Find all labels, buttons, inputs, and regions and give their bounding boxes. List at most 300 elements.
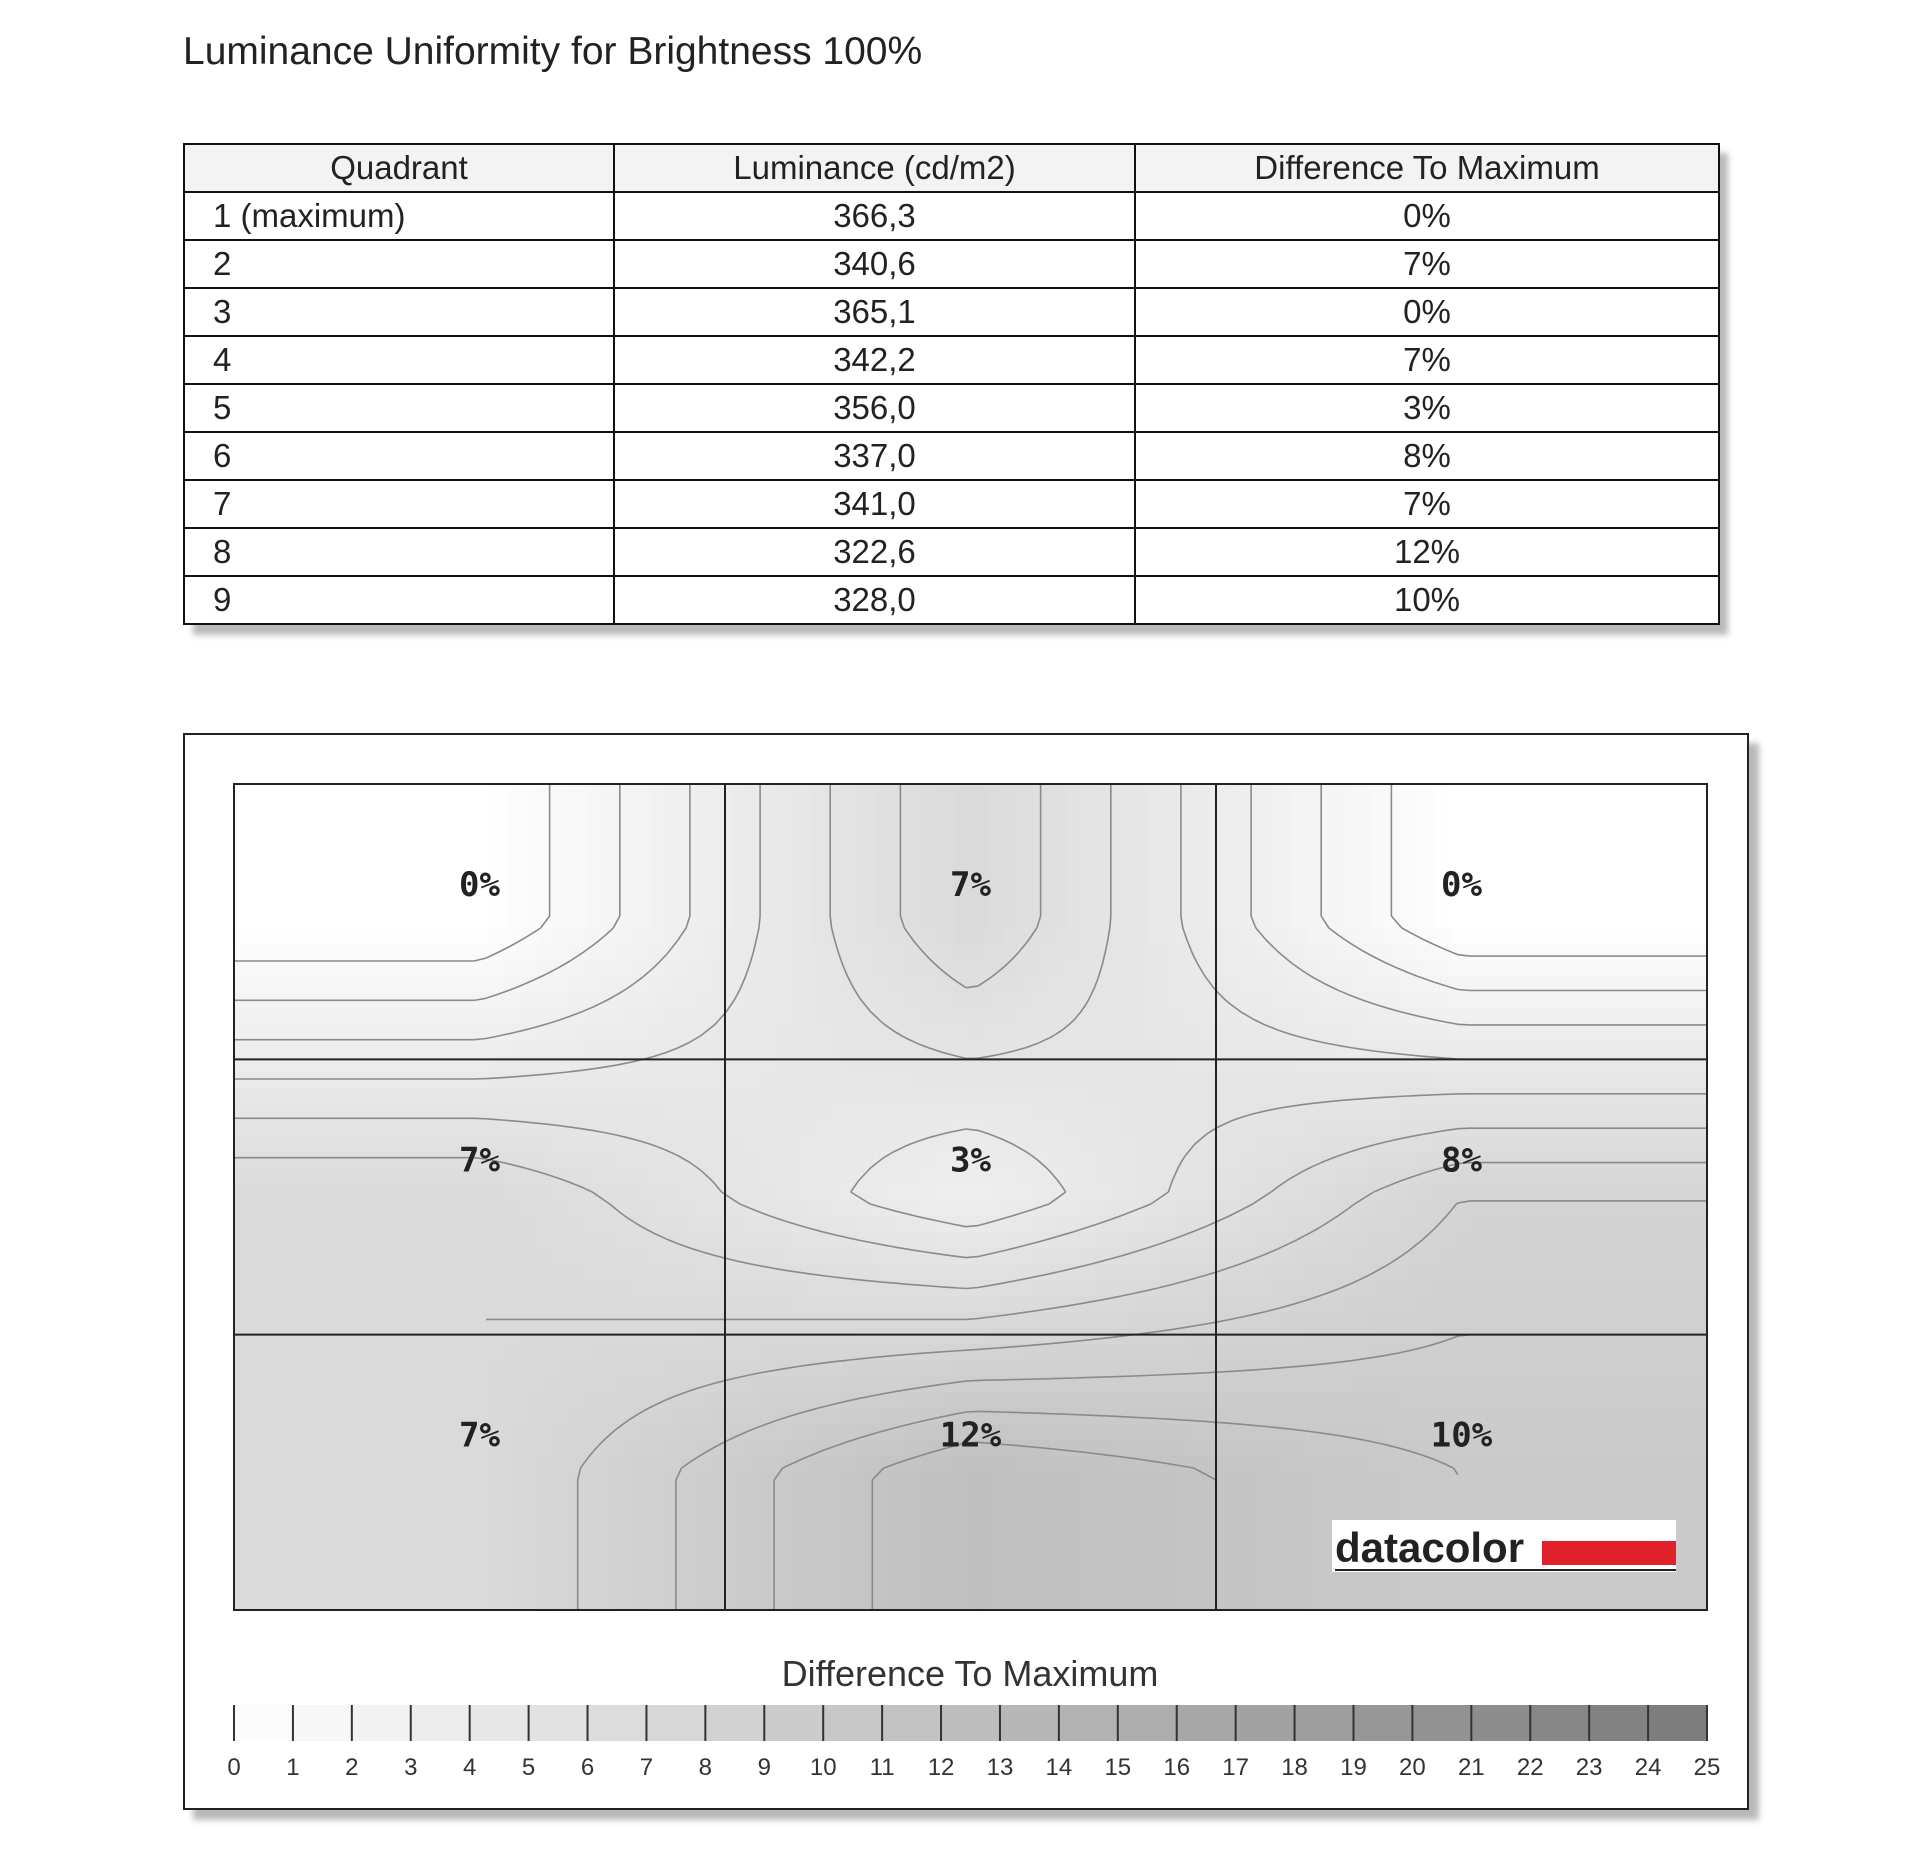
heatmap-pixel (1146, 960, 1163, 977)
heatmap-pixel (1082, 896, 1099, 913)
heatmap-pixel (1642, 800, 1659, 817)
heatmap-pixel (1706, 1392, 1723, 1409)
heatmap-pixel (1322, 1584, 1339, 1601)
heatmap-pixel (1626, 880, 1643, 897)
heatmap-pixel (394, 1520, 411, 1537)
heatmap-pixel (250, 896, 267, 913)
heatmap-pixel (1482, 960, 1499, 977)
heatmap-pixel (922, 1488, 939, 1505)
heatmap-pixel (1242, 1216, 1259, 1233)
heatmap-pixel (1578, 1008, 1595, 1025)
heatmap-pixel (1626, 848, 1643, 865)
heatmap-pixel (394, 1504, 411, 1521)
heatmap-pixel (922, 1008, 939, 1025)
heatmap-pixel (826, 1584, 843, 1601)
heatmap-pixel (538, 1552, 555, 1569)
heatmap-pixel (250, 816, 267, 833)
heatmap-pixel (506, 1584, 523, 1601)
heatmap-pixel (458, 1552, 475, 1569)
heatmap-pixel (410, 1344, 427, 1361)
heatmap-pixel (1578, 784, 1595, 801)
heatmap-pixel (1578, 1216, 1595, 1233)
heatmap-pixel (1178, 1376, 1195, 1393)
heatmap-pixel (1642, 784, 1659, 801)
heatmap-pixel (250, 1024, 267, 1041)
heatmap-pixel (1226, 1248, 1243, 1265)
heatmap-pixel (858, 1104, 875, 1121)
heatmap-pixel (282, 1584, 299, 1601)
heatmap-pixel (922, 1168, 939, 1185)
heatmap-pixel (1194, 1360, 1211, 1377)
heatmap-pixel (1482, 1344, 1499, 1361)
heatmap-pixel (474, 1232, 491, 1249)
heatmap-pixel (906, 1168, 923, 1185)
heatmap-pixel (570, 784, 587, 801)
heatmap-pixel (410, 944, 427, 961)
heatmap-pixel (1658, 1344, 1675, 1361)
heatmap-pixel (1290, 1136, 1307, 1153)
heatmap-pixel (394, 976, 411, 993)
heatmap-pixel (1290, 928, 1307, 945)
heatmap-pixel (1114, 1344, 1131, 1361)
heatmap-pixel (506, 960, 523, 977)
heatmap-pixel (1322, 1264, 1339, 1281)
cell-value-label: 10% (1430, 1415, 1493, 1456)
heatmap-pixel (794, 1104, 811, 1121)
heatmap-pixel (842, 1344, 859, 1361)
heatmap-pixel (1626, 1504, 1643, 1521)
heatmap-pixel (234, 1184, 251, 1201)
heatmap-pixel (586, 1504, 603, 1521)
table-row (184, 576, 1719, 624)
heatmap-pixel (714, 1344, 731, 1361)
heatmap-pixel (250, 1168, 267, 1185)
heatmap-pixel (1162, 1280, 1179, 1297)
heatmap-pixel (586, 1584, 603, 1601)
heatmap-pixel (538, 784, 555, 801)
heatmap-pixel (778, 1120, 795, 1137)
heatmap-pixel (362, 1280, 379, 1297)
heatmap-pixel (394, 1472, 411, 1489)
heatmap-pixel (698, 1456, 715, 1473)
heatmap-pixel (522, 1424, 539, 1441)
heatmap-pixel (1482, 848, 1499, 865)
heatmap-pixel (1642, 1424, 1659, 1441)
heatmap-pixel (890, 1504, 907, 1521)
heatmap-pixel (1466, 1184, 1483, 1201)
heatmap-pixel (1610, 1392, 1627, 1409)
heatmap-pixel (442, 816, 459, 833)
heatmap-pixel (762, 1232, 779, 1249)
heatmap-pixel (650, 1440, 667, 1457)
heatmap-pixel (410, 1328, 427, 1345)
heatmap-pixel (1674, 1184, 1691, 1201)
heatmap-pixel (1034, 816, 1051, 833)
heatmap-pixel (1130, 912, 1147, 929)
heatmap-pixel (1546, 1168, 1563, 1185)
heatmap-pixel (1610, 1600, 1627, 1617)
heatmap-pixel (1578, 1456, 1595, 1473)
heatmap-pixel (906, 1072, 923, 1089)
heatmap-pixel (1658, 1088, 1675, 1105)
heatmap-pixel (1610, 1040, 1627, 1057)
colorbar-segment (352, 1705, 411, 1741)
heatmap-pixel (826, 1312, 843, 1329)
heatmap-pixel (1562, 1104, 1579, 1121)
heatmap-pixel (1402, 1216, 1419, 1233)
heatmap-pixel (330, 1216, 347, 1233)
heatmap-pixel (858, 1312, 875, 1329)
heatmap-pixel (1386, 880, 1403, 897)
heatmap-pixel (970, 1312, 987, 1329)
heatmap-pixel (1482, 1392, 1499, 1409)
heatmap-pixel (1402, 800, 1419, 817)
heatmap-pixel (314, 1008, 331, 1025)
heatmap-pixel (1034, 1328, 1051, 1345)
heatmap-pixel (1322, 1408, 1339, 1425)
heatmap-pixel (650, 880, 667, 897)
heatmap-pixel (314, 1232, 331, 1249)
heatmap-pixel (698, 944, 715, 961)
heatmap-pixel (1066, 1472, 1083, 1489)
heatmap-pixel (1034, 1136, 1051, 1153)
difference-cell: 7% (1135, 480, 1719, 528)
heatmap-pixel (538, 1568, 555, 1585)
heatmap-pixel (618, 1376, 635, 1393)
heatmap-pixel (1194, 1072, 1211, 1089)
heatmap-pixel (1706, 992, 1723, 1009)
heatmap-pixel (378, 1296, 395, 1313)
heatmap-pixel (762, 1392, 779, 1409)
heatmap-pixel (682, 1072, 699, 1089)
heatmap-pixel (906, 1504, 923, 1521)
colorbar-tick-label: 25 (1693, 1754, 1721, 1781)
heatmap-pixel (1594, 928, 1611, 945)
heatmap-pixel (1642, 1264, 1659, 1281)
heatmap-pixel (1242, 1344, 1259, 1361)
heatmap-pixel (1674, 1152, 1691, 1169)
heatmap-pixel (1498, 1424, 1515, 1441)
heatmap-pixel (1610, 1232, 1627, 1249)
heatmap-pixel (362, 1312, 379, 1329)
heatmap-pixel (682, 1552, 699, 1569)
heatmap-pixel (1674, 1136, 1691, 1153)
heatmap-pixel (1658, 1408, 1675, 1425)
heatmap-pixel (954, 1568, 971, 1585)
heatmap-pixel (1098, 1520, 1115, 1537)
heatmap-pixel (266, 1424, 283, 1441)
heatmap-pixel (1562, 832, 1579, 849)
heatmap-pixel (1162, 1472, 1179, 1489)
heatmap-pixel (490, 1200, 507, 1217)
heatmap-pixel (730, 1456, 747, 1473)
heatmap-pixel (1050, 1072, 1067, 1089)
heatmap-pixel (1338, 1600, 1355, 1617)
heatmap-pixel (1178, 1600, 1195, 1617)
heatmap-pixel (394, 1344, 411, 1361)
difference-cell: 7% (1135, 336, 1719, 384)
heatmap-pixel (362, 976, 379, 993)
heatmap-pixel (1610, 1440, 1627, 1457)
heatmap-pixel (1226, 1600, 1243, 1617)
heatmap-pixel (458, 1232, 475, 1249)
heatmap-pixel (234, 1392, 251, 1409)
heatmap-pixel (1258, 1120, 1275, 1137)
heatmap-pixel (1706, 1072, 1723, 1089)
heatmap-pixel (858, 848, 875, 865)
heatmap-pixel (698, 1536, 715, 1553)
heatmap-pixel (266, 1024, 283, 1041)
heatmap-pixel (1450, 816, 1467, 833)
heatmap-pixel (1242, 1184, 1259, 1201)
heatmap-pixel (826, 1472, 843, 1489)
heatmap-pixel (1146, 1552, 1163, 1569)
heatmap-pixel (1210, 1120, 1227, 1137)
heatmap-pixel (746, 1488, 763, 1505)
difference-cell: 8% (1135, 432, 1719, 480)
heatmap-pixel (1162, 880, 1179, 897)
heatmap-pixel (1354, 1584, 1371, 1601)
heatmap-pixel (842, 1216, 859, 1233)
heatmap-pixel (906, 1536, 923, 1553)
heatmap-pixel (1498, 1264, 1515, 1281)
heatmap-pixel (442, 1216, 459, 1233)
heatmap-pixel (1658, 1472, 1675, 1489)
heatmap-pixel (874, 1600, 891, 1617)
heatmap-pixel (826, 1200, 843, 1217)
heatmap-pixel (986, 1360, 1003, 1377)
heatmap-pixel (1146, 1024, 1163, 1041)
heatmap-pixel (250, 1392, 267, 1409)
heatmap-pixel (1258, 912, 1275, 929)
heatmap-pixel (1434, 1184, 1451, 1201)
heatmap-pixel (570, 1328, 587, 1345)
heatmap-pixel (1690, 1280, 1707, 1297)
heatmap-pixel (266, 1136, 283, 1153)
heatmap-pixel (1050, 896, 1067, 913)
heatmap-pixel (298, 912, 315, 929)
heatmap-pixel (1706, 1184, 1723, 1201)
heatmap-pixel (1658, 1184, 1675, 1201)
heatmap-pixel (522, 1040, 539, 1057)
heatmap-pixel (250, 1488, 267, 1505)
heatmap-pixel (746, 1536, 763, 1553)
heatmap-pixel (346, 1200, 363, 1217)
heatmap-pixel (1706, 1040, 1723, 1057)
heatmap-pixel (1066, 992, 1083, 1009)
heatmap-pixel (890, 1152, 907, 1169)
heatmap-pixel (378, 944, 395, 961)
heatmap-pixel (1018, 1072, 1035, 1089)
heatmap-pixel (474, 1248, 491, 1265)
heatmap-pixel (378, 960, 395, 977)
heatmap-pixel (1530, 928, 1547, 945)
heatmap-pixel (458, 848, 475, 865)
colorbar-segment (1471, 1705, 1530, 1741)
heatmap-pixel (922, 864, 939, 881)
heatmap-pixel (1642, 1216, 1659, 1233)
heatmap-pixel (1178, 1168, 1195, 1185)
heatmap-pixel (938, 1472, 955, 1489)
heatmap-pixel (490, 1024, 507, 1041)
heatmap-pixel (842, 1424, 859, 1441)
heatmap-pixel (1370, 1280, 1387, 1297)
heatmap-pixel (570, 1312, 587, 1329)
heatmap-pixel (1658, 1248, 1675, 1265)
heatmap-pixel (1690, 1040, 1707, 1057)
heatmap-pixel (906, 1216, 923, 1233)
heatmap-pixel (394, 1072, 411, 1089)
heatmap-pixel (1434, 1504, 1451, 1521)
heatmap-pixel (794, 1504, 811, 1521)
heatmap-pixel (1466, 1024, 1483, 1041)
heatmap-pixel (762, 1120, 779, 1137)
heatmap-pixel (1050, 1312, 1067, 1329)
heatmap-pixel (1274, 1456, 1291, 1473)
heatmap-pixel (1594, 1584, 1611, 1601)
heatmap-pixel (1530, 1040, 1547, 1057)
heatmap-pixel (1210, 1296, 1227, 1313)
heatmap-pixel (1210, 928, 1227, 945)
heatmap-pixel (554, 976, 571, 993)
heatmap-pixel (810, 1328, 827, 1345)
heatmap-pixel (874, 1216, 891, 1233)
heatmap-pixel (394, 1088, 411, 1105)
heatmap-pixel (714, 928, 731, 945)
heatmap-pixel (570, 928, 587, 945)
heatmap-pixel (378, 1344, 395, 1361)
heatmap-pixel (1226, 1152, 1243, 1169)
heatmap-pixel (1530, 1504, 1547, 1521)
heatmap-pixel (954, 1456, 971, 1473)
heatmap-pixel (602, 1440, 619, 1457)
heatmap-pixel (1258, 928, 1275, 945)
heatmap-pixel (1194, 1584, 1211, 1601)
heatmap-pixel (426, 1040, 443, 1057)
heatmap-pixel (522, 1200, 539, 1217)
heatmap-pixel (1578, 800, 1595, 817)
heatmap-pixel (1226, 1488, 1243, 1505)
heatmap-pixel (1322, 1152, 1339, 1169)
heatmap-pixel (1706, 1312, 1723, 1329)
heatmap-pixel (442, 1504, 459, 1521)
heatmap-pixel (1498, 1200, 1515, 1217)
heatmap-pixel (1402, 1200, 1419, 1217)
heatmap-pixel (1658, 960, 1675, 977)
heatmap-pixel (778, 1472, 795, 1489)
heatmap-pixel (554, 1488, 571, 1505)
heatmap-pixel (1370, 1328, 1387, 1345)
heatmap-pixel (1578, 960, 1595, 977)
heatmap-pixel (1498, 864, 1515, 881)
heatmap-pixel (682, 1440, 699, 1457)
heatmap-pixel (1690, 1152, 1707, 1169)
heatmap-pixel (762, 1312, 779, 1329)
heatmap-pixel (842, 1360, 859, 1377)
heatmap-pixel (922, 848, 939, 865)
heatmap-pixel (1530, 1248, 1547, 1265)
heatmap-pixel (1130, 832, 1147, 849)
heatmap-pixel (1402, 1584, 1419, 1601)
heatmap-pixel (906, 864, 923, 881)
heatmap-pixel (858, 832, 875, 849)
heatmap-pixel (1658, 1264, 1675, 1281)
heatmap-pixel (1562, 800, 1579, 817)
heatmap-pixel (1370, 912, 1387, 929)
heatmap-pixel (1258, 864, 1275, 881)
heatmap-pixel (570, 1408, 587, 1425)
heatmap-pixel (250, 1072, 267, 1089)
heatmap-pixel (842, 944, 859, 961)
heatmap-pixel (970, 1344, 987, 1361)
heatmap-pixel (1242, 1328, 1259, 1345)
heatmap-pixel (1242, 1072, 1259, 1089)
heatmap-pixel (730, 1392, 747, 1409)
heatmap-pixel (890, 928, 907, 945)
heatmap-pixel (1466, 1376, 1483, 1393)
heatmap-pixel (858, 1328, 875, 1345)
heatmap-pixel (426, 880, 443, 897)
heatmap-pixel (1466, 1104, 1483, 1121)
heatmap-pixel (682, 1184, 699, 1201)
heatmap-pixel (698, 1312, 715, 1329)
heatmap-pixel (410, 1424, 427, 1441)
heatmap-pixel (778, 1584, 795, 1601)
heatmap-pixel (602, 896, 619, 913)
heatmap-pixel (1098, 1072, 1115, 1089)
heatmap-pixel (1258, 896, 1275, 913)
heatmap-pixel (1178, 992, 1195, 1009)
heatmap-pixel (1002, 1136, 1019, 1153)
heatmap-pixel (666, 1488, 683, 1505)
heatmap-pixel (1130, 1552, 1147, 1569)
heatmap-pixel (1594, 1072, 1611, 1089)
heatmap-pixel (986, 1456, 1003, 1473)
heatmap-pixel (922, 1376, 939, 1393)
heatmap-pixel (426, 1312, 443, 1329)
heatmap-pixel (1258, 1408, 1275, 1425)
heatmap-pixel (1674, 1296, 1691, 1313)
heatmap-pixel (602, 1600, 619, 1617)
heatmap-pixel (1258, 1040, 1275, 1057)
heatmap-pixel (1050, 1280, 1067, 1297)
heatmap-pixel (1338, 1584, 1355, 1601)
heatmap-pixel (1194, 1552, 1211, 1569)
heatmap-pixel (1530, 784, 1547, 801)
heatmap-pixel (1370, 976, 1387, 993)
heatmap-pixel (954, 1040, 971, 1057)
heatmap-pixel (1674, 1232, 1691, 1249)
heatmap-pixel (522, 880, 539, 897)
heatmap-pixel (938, 1184, 955, 1201)
heatmap-pixel (1194, 864, 1211, 881)
heatmap-pixel (522, 1248, 539, 1265)
heatmap-pixel (906, 1392, 923, 1409)
heatmap-pixel (1354, 816, 1371, 833)
heatmap-pixel (1098, 1328, 1115, 1345)
heatmap-pixel (682, 1504, 699, 1521)
heatmap-pixel (1274, 1328, 1291, 1345)
heatmap-pixel (778, 1296, 795, 1313)
heatmap-pixel (986, 1216, 1003, 1233)
heatmap-pixel (762, 992, 779, 1009)
heatmap-pixel (362, 832, 379, 849)
heatmap-pixel (1210, 1568, 1227, 1585)
heatmap-pixel (1530, 960, 1547, 977)
heatmap-pixel (1226, 1232, 1243, 1249)
heatmap-pixel (410, 1072, 427, 1089)
heatmap-pixel (1242, 944, 1259, 961)
